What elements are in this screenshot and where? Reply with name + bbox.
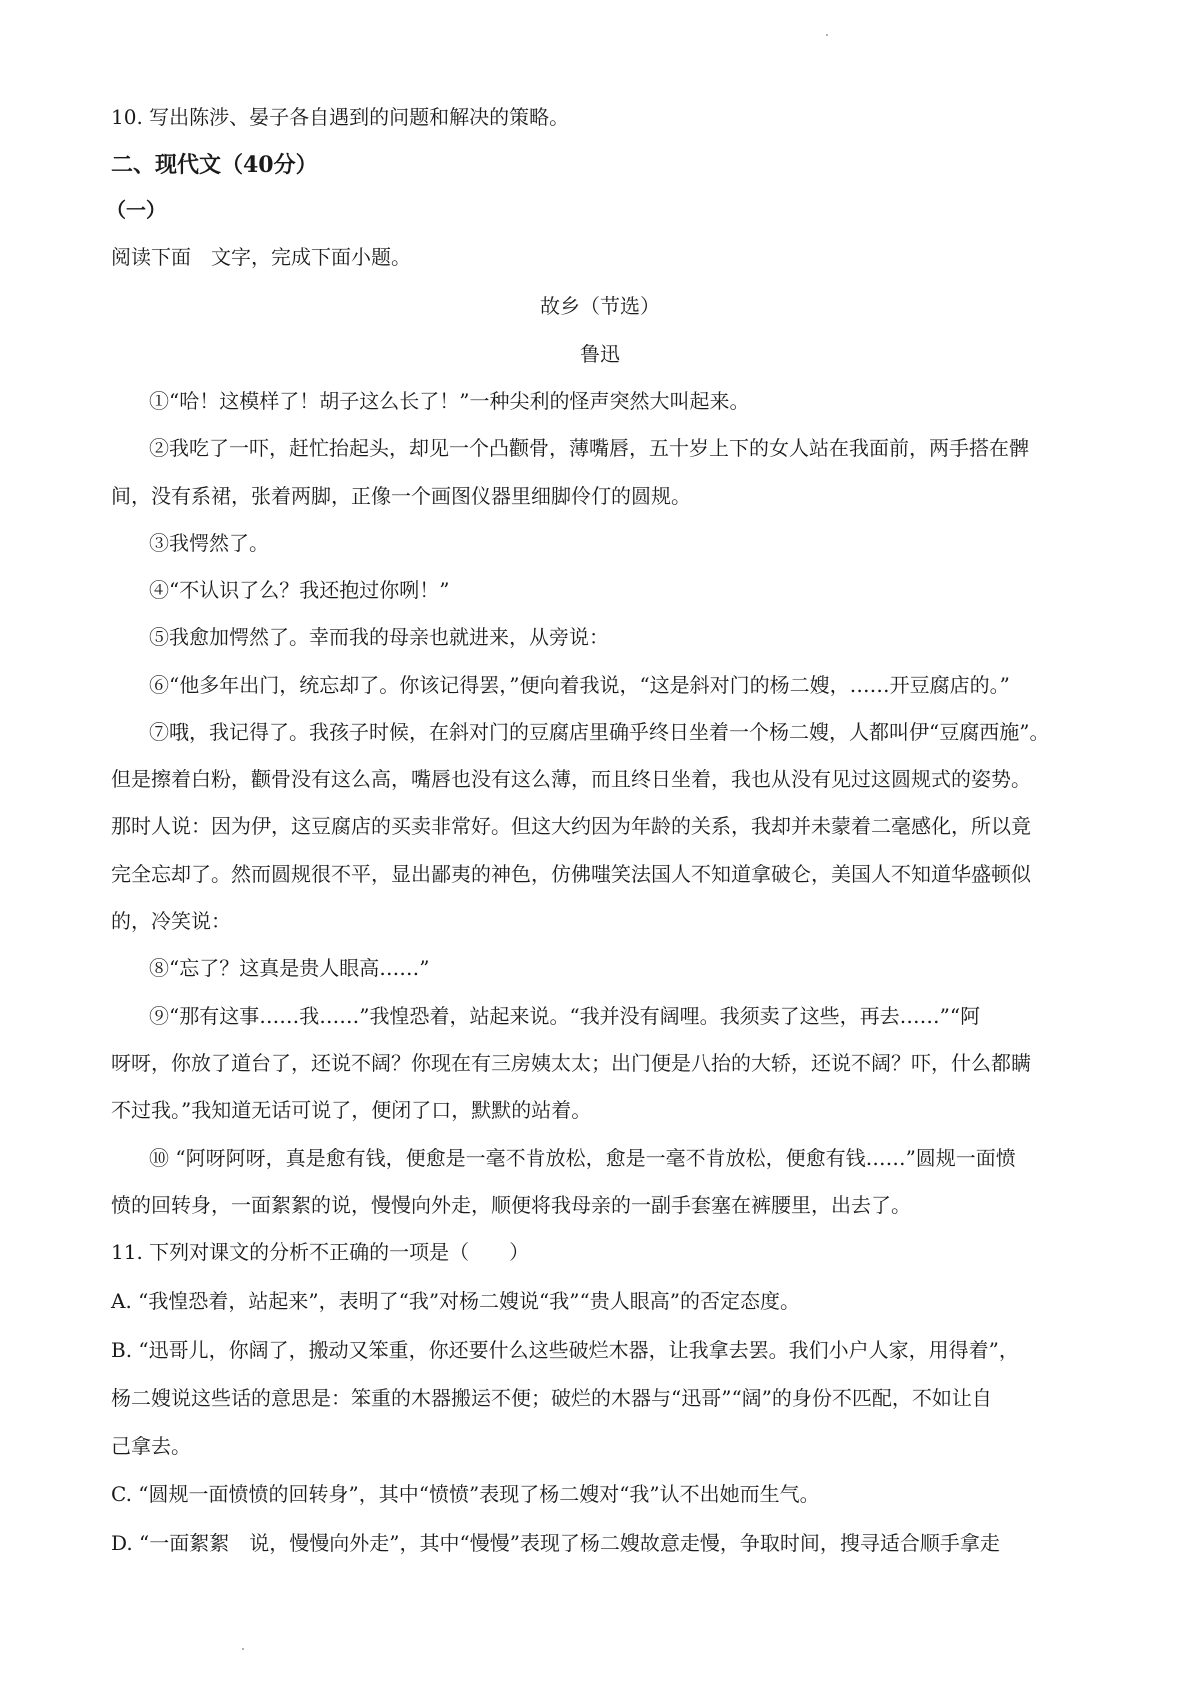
reading-instruction: 阅读下面 文字，完成下面小题。 [111, 245, 411, 269]
question-11: 11. 下列对课文的分析不正确的一项是（ ） [111, 1240, 530, 1264]
paragraph-line: ⑦哦，我记得了。我孩子时候，在斜对门的豆腐店里确乎终日坐着一个杨二嫂，人都叫伊“豆腐西施”。 [149, 720, 1050, 744]
paragraph-line: ⑤我愈加愕然了。幸而我的母亲也就进来，从旁说： [149, 625, 609, 649]
paragraph-line: ③我愕然了。 [149, 531, 269, 555]
paragraph-line: 那时人说：因为伊，这豆腐店的买卖非常好。但这大约因为年龄的关系，我却并未蒙着二毫感化，所以竟 [111, 814, 1031, 838]
question-10: 10. 写出陈涉、晏子各自遇到的问题和解决的策略。 [111, 105, 570, 129]
passage-title: 故乡（节选） [540, 294, 660, 318]
paragraph-line: ④“不认识了么？我还抱过你咧！” [149, 578, 450, 602]
subsection-heading: （一） [106, 198, 166, 222]
scan-speck [242, 1648, 244, 1650]
option-b: B. “迅哥儿，你阔了，搬动又笨重，你还要什么这些破烂木器，让我拿去罢。我们小户人家，用得着”， [111, 1338, 1019, 1362]
paragraph-line: ⑩ “阿呀阿呀，真是愈有钱，便愈是一毫不肯放松，愈是一毫不肯放松，便愈有钱……”圆规一面愤 [149, 1146, 1016, 1170]
paragraph-line: 不过我。”我知道无话可说了，便闭了口，默默的站着。 [111, 1098, 592, 1122]
paragraph-line: 完全忘却了。然而圆规很不平，显出鄙夷的神色，仿佛嗤笑法国人不知道拿破仑，美国人不知道华盛顿似 [111, 862, 1031, 886]
paragraph-line: 间，没有系裙，张着两脚，正像一个画图仪器里细脚伶仃的圆规。 [111, 484, 691, 508]
option-c: C. “圆规一面愤愤的回转身”，其中“愤愤”表现了杨二嫂对“我”认不出她而生气。 [111, 1482, 820, 1506]
paragraph-line: 但是擦着白粉，颧骨没有这么高，嘴唇也没有这么薄，而且终日坐着，我也从没有见过这圆规式的姿势。 [111, 767, 1031, 791]
option-b-line-3: 己拿去。 [111, 1434, 191, 1458]
paragraph-line: ②我吃了一吓，赶忙抬起头，却见一个凸颧骨，薄嘴唇，五十岁上下的女人站在我面前，两手搭在髀 [149, 436, 1029, 460]
option-b-line-2: 杨二嫂说这些话的意思是：笨重的木器搬运不便；破烂的木器与“迅哥”“阔”的身份不匹配，不如让自 [111, 1386, 992, 1410]
paragraph-line: 愤的回转身，一面絮絮的说，慢慢向外走，顺便将我母亲的一副手套塞在裤腰里，出去了。 [111, 1193, 911, 1217]
option-a: A. “我惶恐着，站起来”，表明了“我”对杨二嫂说“我”“贵人眼高”的否定态度。 [111, 1289, 800, 1313]
option-d: D. “一面絮絮 说，慢慢向外走”，其中“慢慢”表现了杨二嫂故意走慢，争取时间，搜寻适合顺手拿走 [111, 1531, 1000, 1555]
paragraph-line: 的，冷笑说： [111, 909, 231, 933]
paragraph-line: 呀呀，你放了道台了，还说不阔？你现在有三房姨太太；出门便是八抬的大轿，还说不阔？吓，什么都瞒 [111, 1051, 1031, 1075]
paragraph-line: ⑧“忘了？这真是贵人眼高……” [149, 956, 430, 980]
paragraph-line: ①“哈！这模样了！胡子这么长了！”一种尖利的怪声突然大叫起来。 [149, 389, 750, 413]
section-heading: 二、现代文（40分） [111, 152, 318, 178]
passage-author: 鲁迅 [580, 342, 620, 366]
paragraph-line: ⑨“那有这事……我……”我惶恐着，站起来说。“我并没有阔哩。我须卖了这些，再去……”“阿 [149, 1004, 981, 1028]
paragraph-line: ⑥“他多年出门，统忘却了。你该记得罢，”便向着我说，“这是斜对门的杨二嫂，……开豆腐店的。” [149, 673, 1010, 697]
scan-speck [826, 34, 828, 36]
